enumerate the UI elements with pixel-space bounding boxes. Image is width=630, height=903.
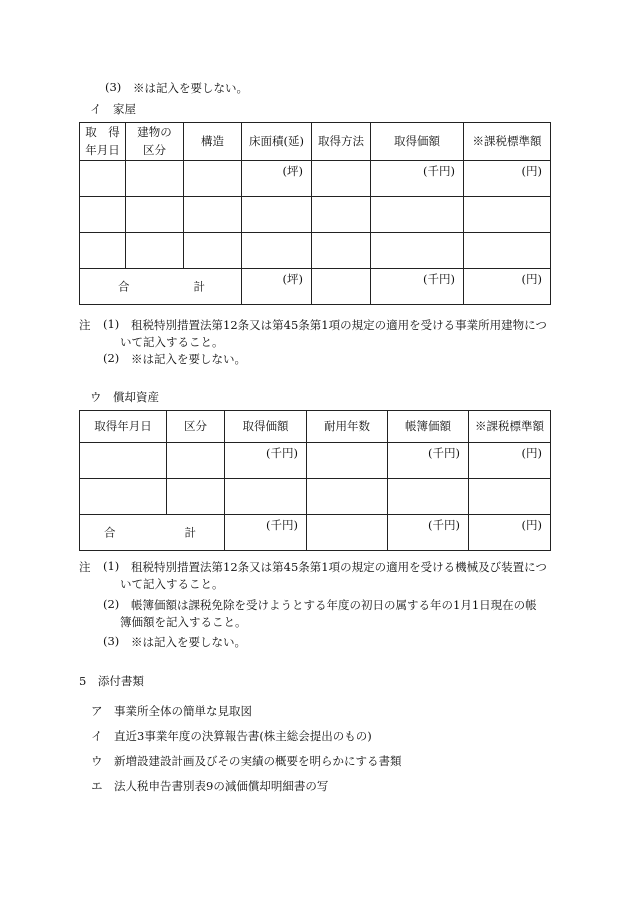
unit-book[interactable]: (千円) xyxy=(388,443,469,479)
attachment-item: ウ 新増設建設計画及びその実績の概要を明らかにする書類 xyxy=(91,754,402,768)
depr-note-1-line2: いて記入すること。 xyxy=(120,577,224,591)
total-unit-book[interactable]: (千円) xyxy=(388,515,469,551)
house-header-acq-method: 取得方法 xyxy=(312,123,371,161)
house-table xyxy=(79,122,551,305)
depr-total-label: 合 計 xyxy=(80,515,225,551)
table-row xyxy=(80,479,551,515)
total-unit-area[interactable]: (坪) xyxy=(242,269,312,305)
house-header-building-class: 建物の 区分 xyxy=(126,123,184,161)
total-unit-price[interactable]: (千円) xyxy=(371,269,464,305)
house-header-row xyxy=(80,123,551,161)
depr-total-row xyxy=(80,515,551,551)
attachment-item: イ 直近3事業年度の決算報告書(株主総会提出のもの) xyxy=(91,729,372,743)
depr-header-acq-price: 取得価額 xyxy=(225,411,307,443)
depr-note-2-line1: 帳簿価額は課税免除を受けようとする年度の初日の属する年の1月1日現在の帳 xyxy=(131,598,537,612)
depr-header-tax-base: ※課税標準額 xyxy=(469,411,551,443)
house-note-1-number: (1) xyxy=(103,317,120,331)
house-header-floor-area: 床面積(延) xyxy=(242,123,312,161)
depr-header-useful-life: 耐用年数 xyxy=(307,411,388,443)
depr-note-3-text: ※は記入を要しない。 xyxy=(131,635,246,649)
depr-table xyxy=(79,410,551,551)
depr-header-row xyxy=(80,411,551,443)
house-note-1-line1: 租税特別措置法第12条又は第45条第1項の規定の適用を受ける事業所用建物につ xyxy=(131,318,547,332)
attachments-heading: 5 添付書類 xyxy=(79,674,144,688)
house-heading: イ 家屋 xyxy=(90,102,136,116)
unit-price[interactable]: (千円) xyxy=(225,443,307,479)
unit-price[interactable]: (千円) xyxy=(371,161,464,197)
unit-area[interactable]: (坪) xyxy=(242,161,312,197)
attachment-item: ア 事業所全体の簡単な見取図 xyxy=(91,704,252,718)
depr-note-2-line2: 簿価額を記入すること。 xyxy=(120,615,247,629)
house-note-1-line2: いて記入すること。 xyxy=(120,335,224,349)
house-total-label: 合 計 xyxy=(80,269,242,305)
total-unit-tax[interactable]: (円) xyxy=(464,269,551,305)
top-note-text: ※は記入を要しない。 xyxy=(133,81,248,95)
house-header-acq-price: 取得価額 xyxy=(371,123,464,161)
unit-tax[interactable]: (円) xyxy=(469,443,551,479)
depr-note-1-number: (1) xyxy=(103,559,120,573)
table-row xyxy=(80,233,551,269)
depr-heading: ウ 償却資産 xyxy=(90,390,159,404)
depr-note-3-number: (3) xyxy=(103,634,120,648)
attachment-item: エ 法人税申告書別表9の減価償却明細書の写 xyxy=(91,779,329,793)
house-header-structure: 構造 xyxy=(184,123,242,161)
table-row xyxy=(80,161,551,197)
depr-header-class: 区分 xyxy=(167,411,225,443)
house-note-2-text: ※は記入を要しない。 xyxy=(131,352,246,366)
depr-note-2-number: (2) xyxy=(103,597,120,611)
house-note-prefix: 注 xyxy=(79,318,91,332)
table-row xyxy=(80,197,551,233)
depr-header-acq-date: 取得年月日 xyxy=(80,411,167,443)
depr-note-1-line1: 租税特別措置法第12条又は第45条第1項の規定の適用を受ける機械及び装置につ xyxy=(131,560,547,574)
house-note-2-number: (2) xyxy=(103,351,120,365)
house-total-row xyxy=(80,269,551,305)
top-note-number: (3) xyxy=(105,80,122,94)
table-row xyxy=(80,443,551,479)
depr-header-book-value: 帳簿価額 xyxy=(388,411,469,443)
unit-tax[interactable]: (円) xyxy=(464,161,551,197)
total-unit-price[interactable]: (千円) xyxy=(225,515,307,551)
house-header-tax-base: ※課税標準額 xyxy=(464,123,551,161)
house-header-acq-date: 取 得 年月日 xyxy=(80,123,126,161)
total-unit-tax[interactable]: (円) xyxy=(469,515,551,551)
depr-note-prefix: 注 xyxy=(79,560,91,574)
